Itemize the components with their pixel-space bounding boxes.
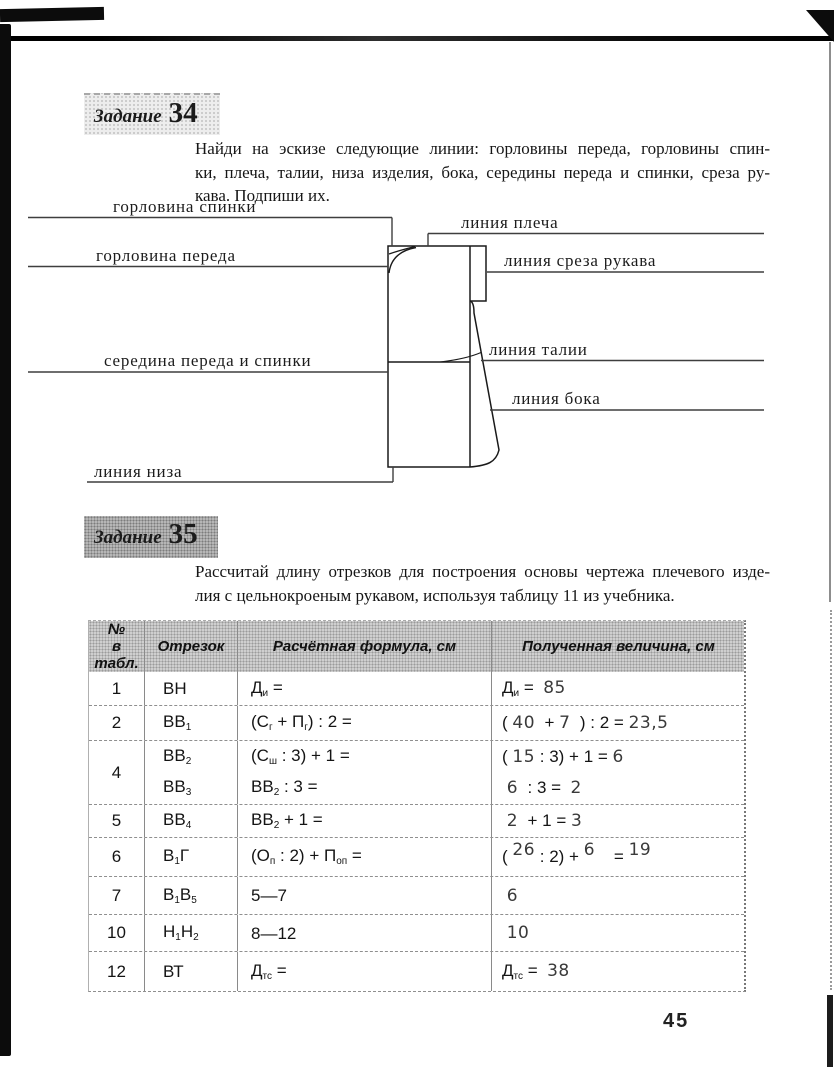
scan-top-border [0,36,834,41]
cell-line: ( 15 : 3) + 1 = 6 [502,746,624,767]
task34-badge [84,93,220,135]
cell-otr [145,706,238,740]
table-row [89,705,744,740]
cell-line: $(С_г + П_г)$ : 2 = [251,712,352,733]
cell-line: ($О_п$ : $2) + П_{оп}$ = [251,846,362,867]
table-row [89,837,744,876]
cell-otr [145,672,238,705]
cell-otr [145,952,238,991]
header-num-line1: № [107,621,126,638]
cell-line: $В_1Г$ [163,846,190,867]
table-row [89,672,744,705]
scan-left-border [0,24,11,1056]
scan-right-edge-line [829,42,831,602]
cell-r [492,706,745,740]
task35-text [195,560,770,607]
cell-f [238,915,492,951]
cell-otr [145,838,238,876]
label-side-line: линия бока [512,389,601,408]
cell-line: $ВВ_2$ [163,745,192,767]
task34-number: 34 [168,97,198,129]
cell-row-number: 1 [89,672,145,705]
garment-waist-curve [440,353,481,363]
table-row [89,951,744,991]
cell-line: ($С_ш$ : 3) + 1 = [251,745,350,767]
cell-r [492,915,745,951]
cell-line: $Н_1Н_2$ [163,922,199,943]
scan-right-dotted-edge [830,610,832,990]
cell-line: $Д_и$ = [251,677,283,699]
cell-r [492,672,745,705]
leader-back-neck [28,218,392,247]
cell-r [492,952,745,991]
label-hem-line: линия низа [94,462,183,481]
table-row [89,876,744,914]
header-formula-label: Расчётная формула, см [272,638,457,655]
label-sleeve-edge-line: линия среза рукава [504,251,657,270]
header-formula [238,621,492,672]
task34-text [195,137,770,208]
cell-line: ( 40 + 7 ) : 2 = 23,5 [502,713,669,733]
cell-row-number: 6 [89,838,145,876]
cell-line: ( 26 : 2) + 6 = 19 [502,840,652,866]
cell-line: $ВВ_2 + 1$ = [251,810,323,831]
cell-row-number: 5 [89,805,145,837]
label-front-neckline: горловина переда [96,246,236,265]
task35-badge [84,516,218,558]
paragraph-line: кава. Подпиши их. [195,186,330,205]
calculation-table [88,620,746,992]
header-segment [145,621,238,672]
label-shoulder-line: линия плеча [461,213,559,232]
cell-line: $Д_{тс}$ = [251,960,287,982]
cell-line: $Д_{тс} = 38$ [502,960,570,982]
label-back-neckline: горловина спинки [113,197,257,216]
label-waist-line: линия талии [489,340,588,359]
header-segment-label: Отрезок [157,638,225,655]
cell-f [238,838,492,876]
table-row [89,914,744,951]
paragraph-line: Найди на эскизе следующие линии: горловины переда, горловины спин- [195,139,770,158]
cell-otr [145,805,238,837]
cell-line: $В_1В_5$ [163,884,197,906]
cell-line: 8—12 [251,923,297,943]
back-neckline-curve [389,247,415,255]
cell-f [238,805,492,837]
table-body [89,672,744,991]
cell-f [238,877,492,914]
page-number: 45 [663,1010,690,1032]
paragraph-line: Рассчитай длину отрезков для построения основы чертежа плечевого изде- [195,562,770,581]
cell-row-number: 7 [89,877,145,914]
cell-line: $ВВ_2$ : 3 = [251,777,318,799]
label-center-front-back: середина переда и спинки [104,351,312,370]
cell-otr [145,915,238,951]
cell-f [238,672,492,705]
garment-body-path [388,246,499,467]
cell-line: 2 + 1 = 3 [506,811,583,831]
task35-number: 35 [168,518,198,550]
cell-row-number: 2 [89,706,145,740]
cell-f [238,741,492,804]
cell-line: ВТ [163,962,184,981]
table-row [89,804,744,837]
cell-otr [145,741,238,804]
cell-r [492,805,745,837]
cell-line: 5—7 [251,886,287,905]
scan-bottom-right-mark [827,995,833,1067]
header-result-label: Полученная величина, см [522,638,715,655]
cell-row-number: 4 [89,741,145,804]
cell-r [492,741,745,804]
cell-f [238,706,492,740]
paragraph-line: лия с цельнокроеным рукавом, используя таблицу 11 из учебника. [195,585,675,605]
cell-row-number: 12 [89,952,145,991]
cell-line: $ВВ_3$ [163,777,192,799]
header-result [492,621,745,672]
garment-outline [388,246,499,467]
front-neckline-curve [389,248,416,274]
leader-shoulder [428,234,764,247]
cell-r [492,877,745,914]
header-num [89,621,145,672]
paragraph-line: ки, плеча, талии, низа изделия, бока, середины переда и спинки, среза ру- [195,162,770,182]
cell-line: 6 : 3 = 2 [506,778,582,799]
task34-label: Задание [94,106,162,127]
cell-line: $ВВ_4$ [163,810,192,831]
cell-r [492,838,745,876]
task35-label: Задание [94,527,162,548]
cell-line: $ВВ_1$ [163,712,192,733]
scan-top-left-blob [0,7,104,22]
table-header-row [89,621,744,672]
header-num-line2: в табл. [94,638,139,672]
cell-row-number: 10 [89,915,145,951]
label-leader-lines [28,218,764,483]
leader-hem [87,467,393,482]
cell-f [238,952,492,991]
cell-line: ВН [163,679,187,698]
cell-line: 6 [506,885,519,906]
table-row [89,740,744,804]
cell-otr [145,877,238,914]
cell-line: $Д_и = 85$ [502,677,566,699]
cell-line: 10 [506,923,530,943]
